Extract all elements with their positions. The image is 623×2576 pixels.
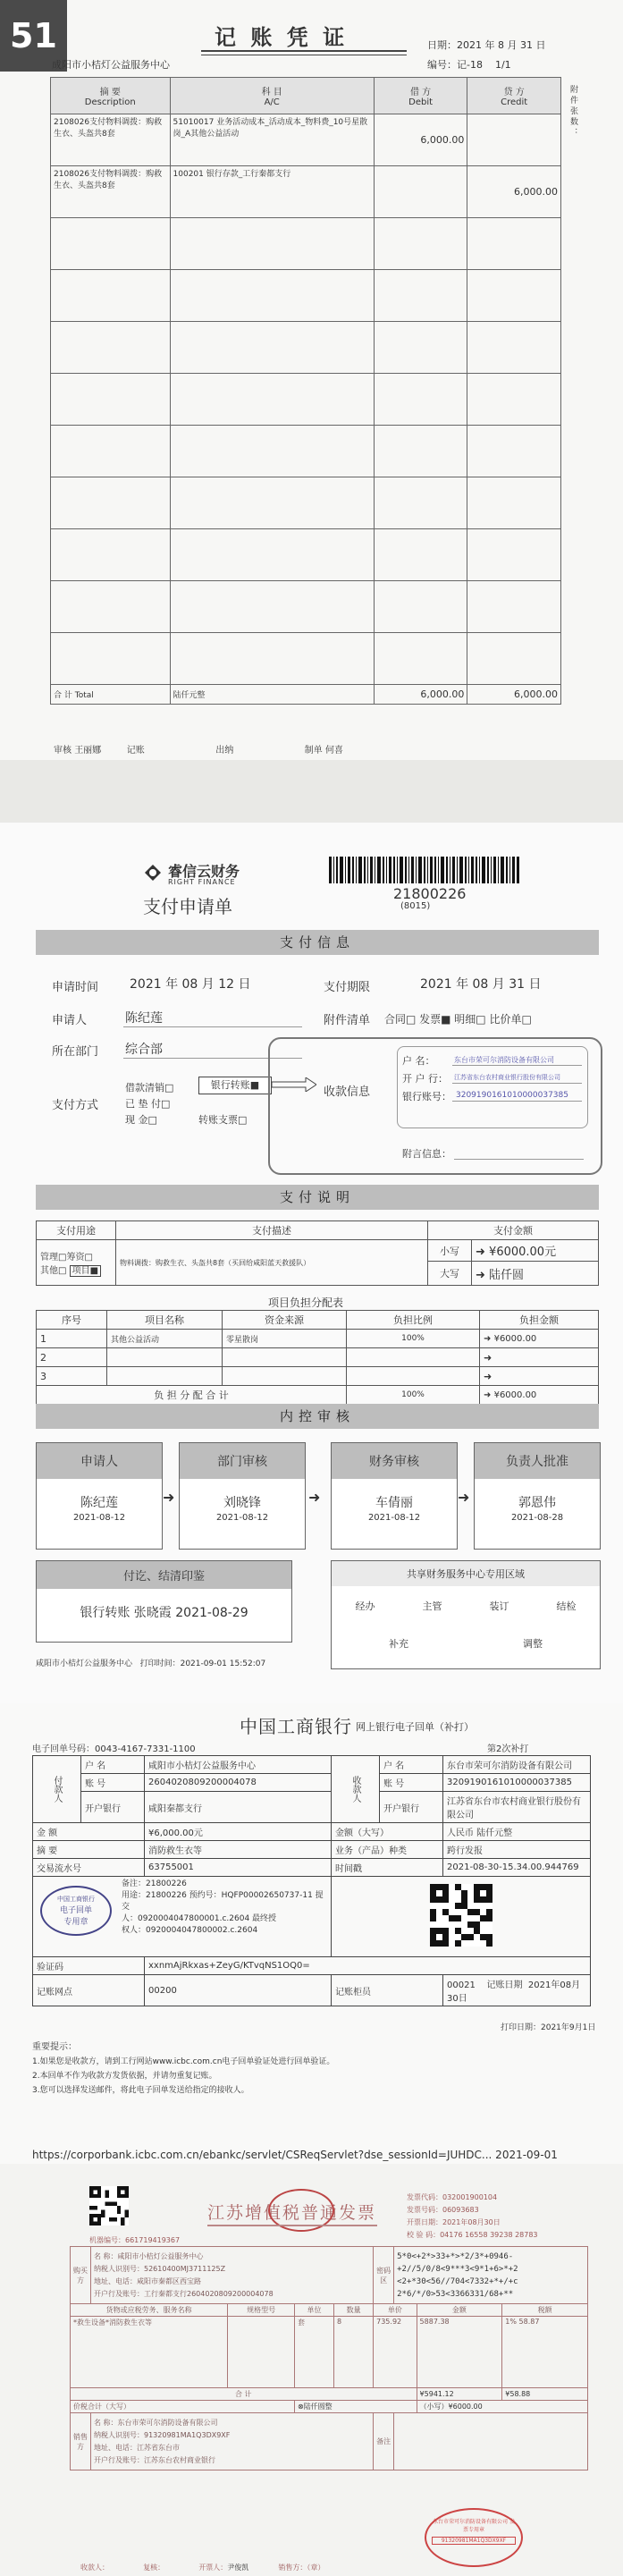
deadline-label: 支付期限 <box>324 981 371 994</box>
deadline: 2021 年 08 月 31 日 <box>420 977 542 992</box>
brand-name: 睿信云财务 <box>168 863 240 880</box>
invoice-number: 发票号码：06093683 <box>407 2206 479 2214</box>
voucher-row: 2108026支付物料调拨：购救生衣、头盔共8套 51010017 业务活动成本_活动成本_物料费_10号星散岗_A其他公益活动 6,000.00 <box>51 114 561 166</box>
attach-options: 合同□ 发票■ 明细□ 比价单□ <box>384 1013 532 1026</box>
payee-line <box>452 1083 582 1084</box>
apply-time-label: 申请时间 <box>52 981 99 994</box>
method-label: 支付方式 <box>52 1099 99 1112</box>
title-underline <box>207 2225 377 2226</box>
alloc-total-row: 负 担 分 配 合 计 100% ➜ ¥6000.00 <box>37 1386 599 1405</box>
payee-account: 3209190161010000037385 <box>456 1091 568 1100</box>
alloc-row: 2 ➜ <box>37 1348 599 1367</box>
method-opt: 已 垫 付□ <box>125 1098 171 1110</box>
payee-line <box>452 1065 582 1066</box>
shared-service-box: 共享财务服务中心专用区域 经办 主管 装订 结检 补充 调整 <box>331 1560 601 1669</box>
barcode-number: 21800226 <box>393 885 467 902</box>
receipt-stamp: 中国工商银行 电子回单 专用章 <box>40 1886 112 1936</box>
voucher-unit: 成阳市小桔灯公益服务中心 <box>52 59 170 71</box>
flow-arrow-icon: ➜ <box>458 1489 470 1506</box>
notes-title: 重要提示： <box>32 2042 77 2052</box>
flow-arrow-icon: ➜ <box>163 1489 175 1506</box>
voucher-title: 记 账 凭 证 <box>215 25 349 50</box>
voucher-table: 摘 要 Description 科 目 A/C 借 方 Debit 贷 方 Credit 2108026支付物料调拨：购救生衣、头盔共8套 51010017 业务活动成本_活动成本_物料费_10号星散岗_A其他公益活动 6,000.00 2108026支付物料调拨：购救生衣、头盔共8套 100201 银行存款_工行秦都支行 6,000.00 合 计 Total 陆仟元整 6,000.00 6,000.00 <box>50 77 561 705</box>
apply-time: 2021 年 08 月 12 日 <box>130 977 251 992</box>
barcode-sub: (8015) <box>400 901 431 911</box>
form-title: 支付申请单 <box>143 896 232 917</box>
bank-receipt-table: 付款人 户 名 咸阳市小桔灯公益服务中心 收款人 户 名 东台市荣可尔消防设备有限公司 账 号 2604020809200004078 账 号 3209190161010000037385 开户银行 咸阳秦都支行 开户银行 江苏省东台市农村商业银行股份有限公司 金 额 ¥6,000.00元 金额（大写） 人民币 陆仟元整 摘 要 消防救生衣等 业务（产品）种类 跨行发报 交易流水号 63755001 时间戳 2021-08-30-15.34.00.944769 中国工商银行 电子回单 专用章 备注：21800226 用途：21800226 预约号：HQFP00002650737-11 提交 人：0920004047800001.c.2604 最终授 权人：0920004047800002.c.2604 验证码 xxnmAjRkxas+ZeyG/KTvqNS1OQ0= 记账网点 00200 记账柜员 00021 记账日期 2021年08月30日 <box>32 1755 591 2006</box>
url-footer: https://corporbank.icbc.com.cn/ebankc/servlet/CSReqServlet?dse_sessionId=JUHDC... 2021-09-01 <box>32 2149 558 2161</box>
brand-name-en: RIGHT FINANCE <box>168 878 236 886</box>
dept: 综合部 <box>125 1043 163 1057</box>
payee-label: 收款信息 <box>324 1085 371 1099</box>
page-gap <box>0 760 623 823</box>
applicant-label: 申请人 <box>52 1014 88 1027</box>
alloc-row: 3 ➜ <box>37 1367 599 1386</box>
method-opt: 借款清销□ <box>125 1082 174 1094</box>
invoice-seal: 东台市荣可尔消防设备有限公司 发票专用章 91320981MA1Q3DX9XF <box>425 2508 523 2567</box>
arrow-icon: ➜ <box>484 1333 492 1344</box>
qr-code-icon <box>430 1884 493 1947</box>
arrow-icon: ➜ <box>476 1268 485 1282</box>
payee-name-label: 户 名： <box>402 1055 435 1067</box>
bank-receipt <box>0 1703 623 2164</box>
arrow-icon: ➜ <box>484 1389 492 1400</box>
voucher-number: 编号：记-18 1/1 <box>427 59 511 71</box>
invoice-qr-icon <box>89 2186 129 2225</box>
accounting-voucher <box>0 0 623 760</box>
attachment-count-label: 附件张数： <box>568 85 577 139</box>
note: 3.您可以选择发送邮件，将此电子回单发送给指定的接收人。 <box>32 2086 249 2095</box>
flow-arrow-icon: ➜ <box>308 1489 321 1506</box>
voucher-footer: 审核 王丽娜 记账 出纳 制单 何喜 <box>54 746 343 756</box>
arrow-icon: ➜ <box>484 1351 493 1364</box>
arrow-icon: ➜ <box>484 1370 493 1382</box>
invoice-date: 开票日期：2021年08月30日 <box>407 2218 501 2226</box>
section-control: 内控审核 <box>36 1404 599 1429</box>
method-opt: 现 金□ <box>125 1114 157 1126</box>
section-pay-info: 支付信息 <box>36 930 599 955</box>
voucher-total-row: 合 计 Total 陆仟元整 6,000.00 6,000.00 <box>51 685 561 705</box>
note: 2.本回单不作为收款方发货依据，并请勿重复记账。 <box>32 2072 217 2081</box>
invoice-item-row: *救生设备*消防救生衣等 套 8 735.92 5887.38 1% 58.87 <box>71 2317 588 2388</box>
machine-number: 机器编号：661719419367 <box>89 2236 181 2244</box>
applicant: 陈纪莲 <box>125 1011 163 1026</box>
alloc-row: 1 其他公益活动 零星散岗 100% ➜ ¥6000.00 <box>37 1330 599 1348</box>
extra-line <box>454 1159 584 1160</box>
voucher-row: 2108026支付物料调拨：购救生衣、头盔共8套 100201 银行存款_工行秦都支行 6,000.00 <box>51 166 561 218</box>
title-underline <box>201 50 407 55</box>
invoice-footer: 收款人： 复核： 开票人：尹俊凯 销售方：（章） <box>80 2563 325 2572</box>
payee-line <box>452 1101 582 1102</box>
payee-bank-label: 开 户 行： <box>402 1073 448 1085</box>
page-number: 51 <box>0 0 67 72</box>
payee-bank: 江苏省东台农村商业银行股份有限公司 <box>454 1074 560 1081</box>
dept-label: 所在部门 <box>52 1045 99 1059</box>
invoice-table: 购买方 名 称：咸阳市小桔灯公益服务中心 纳税人识别号：52610400MJ3711125Z 地址、电话：咸阳市秦都区西宝路 开户行及账号：工行秦都支行2604020809200004078 密码区 5*0<+2*>33+*>*2/3*+0946- +2//5/0/8<9***3<9*1+6>*+2 <2+*30<56//704<7332+*+/+c 2*6/*/0>53<3366331/68+** 货物或应税劳务、服务名称 规格型号 单位 数量 单价 金额 税额 *救生设备*消防救生衣等 套 8 735.92 5887.38 1% 58.87 合 计 ¥5941.12 ¥58.88 价税合计（大写） ⊗陆仟圆整 （小写）¥6000.00 销售方 名 称：东台市荣可尔消防设备有限公司 纳税人识别号：91320981MA1Q3DX9XF 地址、电话：江苏省东台市 开户行及账号：江苏东台农村商业银行 备注 <box>70 2246 588 2470</box>
invoice-title: 江苏增值税普通发票 <box>207 2203 377 2223</box>
note: 1.如果您是收款方，请到工行网站www.icbc.com.cn电子回单验证处进行回单验证。 <box>32 2057 335 2066</box>
arrow-icon: ➜ <box>476 1246 485 1259</box>
flow-step: 负责人批准 郭恩伟 2021-08-28 <box>474 1442 601 1550</box>
alloc-table: 序号 项目名称 资金来源 负担比例 负担金额 1 其他公益活动 零星散岗 100% ➜ ¥6000.00 2 ➜ 3 ➜ 负 担 分 配 合 计 100% ➜ ¥6000.00 <box>36 1310 599 1405</box>
print-info: 咸阳市小桔灯公益服务中心 打印时间：2021-09-01 15:52:07 <box>36 1660 266 1668</box>
invoice-check: 校 验 码：04176 16558 39238 28783 <box>407 2231 538 2239</box>
payment-request-form <box>0 823 623 1703</box>
payee-account-label: 银行账号： <box>402 1091 451 1102</box>
section-pay-desc: 支付说明 <box>36 1185 599 1210</box>
flow-step: 财务审核 车倩丽 2021-08-12 <box>331 1442 458 1550</box>
print-date: 打印日期：2021年9月1日 <box>501 2023 596 2032</box>
bank-title: 中国工商银行 <box>240 1716 352 1737</box>
method-selected: 银行转账■ <box>198 1077 272 1094</box>
alloc-title: 项目负担分配表 <box>268 1296 344 1309</box>
receipt-number: 电子回单号码：0043-4167-7331-1100 <box>32 1744 196 1754</box>
applicant-line <box>123 1026 302 1027</box>
flow-step: 申请人 陈纪莲 2021-08-12 <box>36 1442 163 1550</box>
barcode <box>329 857 521 883</box>
settle-box: 付讫、结清印鉴 银行转账 张晓霞 2021-08-29 <box>36 1560 292 1643</box>
bank-subtitle: 网上银行电子回单（补打） <box>356 1721 474 1733</box>
payee-name: 东台市荣可尔消防设备有限公司 <box>454 1056 554 1064</box>
print-count: 第2次补打 <box>487 1744 529 1754</box>
extra-label: 附言信息： <box>402 1148 451 1160</box>
pay-desc-table: 支付用途 支付描述 支付金额 管理□筹资□ 其他□ 项目■ 物料调拨：购救生衣、头盔共8套（买回给咸阳蓝天救援队） 小写 ➜ ¥6000.00元 大写 ➜ 陆仟圆 <box>36 1220 599 1286</box>
voucher-date: 日期：2021 年 8 月 31 日 <box>427 39 546 51</box>
flow-step: 部门审核 刘晓锋 2021-08-12 <box>179 1442 306 1550</box>
method-opt: 转账支票□ <box>198 1114 248 1126</box>
vat-invoice <box>0 2164 623 2576</box>
invoice-code: 发票代码：032001900104 <box>407 2193 498 2201</box>
brand-logo-icon <box>143 863 163 883</box>
attach-label: 附件清单 <box>324 1014 371 1027</box>
